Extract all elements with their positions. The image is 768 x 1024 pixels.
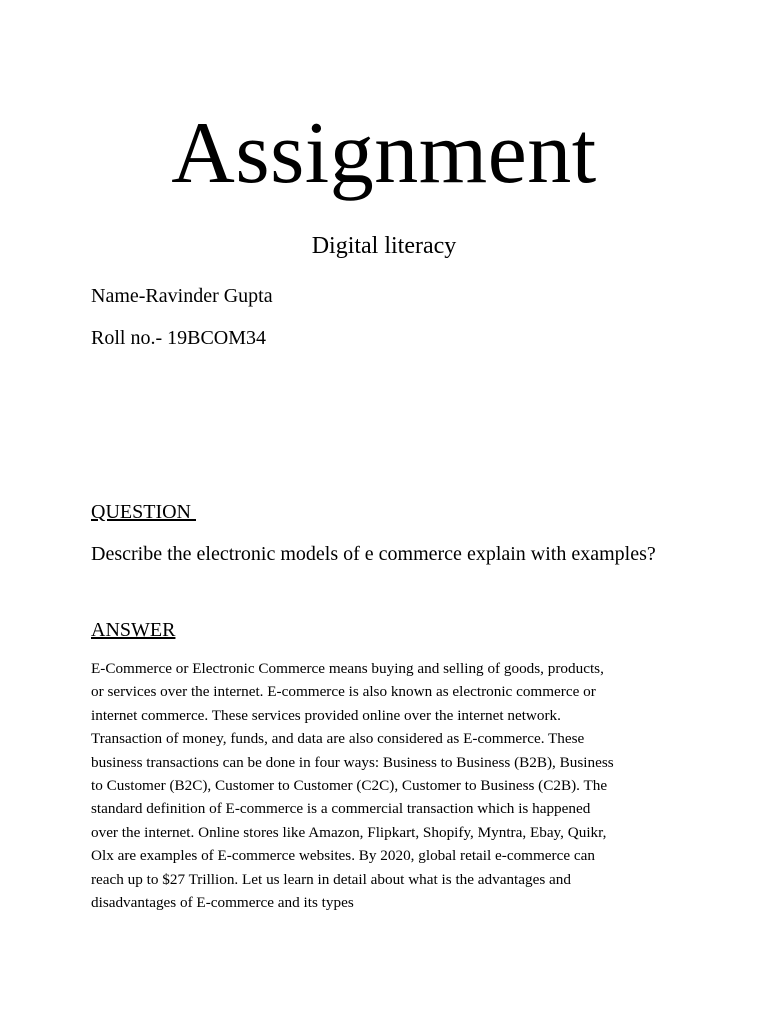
answer-paragraph: E-Commerce or Electronic Commerce means buying and selling of goods, products, or services over the internet. E-commerce is also known as electronic commerce or internet commerce. These services provided online over the internet network. Transaction of money, funds, and data are also considered as E-commerce. These business transactions can be done in four ways: Business to Business (B2B), Business to Customer (B2C), Customer to Customer (C2C), Customer to Business (C2B). The standard definition of E-commerce is a commercial transaction which is happened over the internet. Online stores like Amazon, Flipkart, Shopify, Myntra, Ebay, Quikr, Olx are examples of E-commerce websites. By 2020, global retail e-commerce can reach up to $27 Trillion. Let us learn in detail about what is the advantages and disadvantages of E-commerce and its types (91, 660, 614, 912)
document-subtitle: Digital literacy (311, 233, 457, 259)
answer-heading: ANSWER (91, 619, 176, 641)
student-name: Name-Ravinder Gupta (91, 285, 273, 307)
roll-number: Roll no.- 19BCOM34 (91, 327, 267, 349)
question-heading: QUESTION (91, 501, 196, 523)
question-text: Describe the electronic models of e commerce explain with examples? (91, 543, 656, 565)
document-title: Assignment (171, 105, 597, 202)
